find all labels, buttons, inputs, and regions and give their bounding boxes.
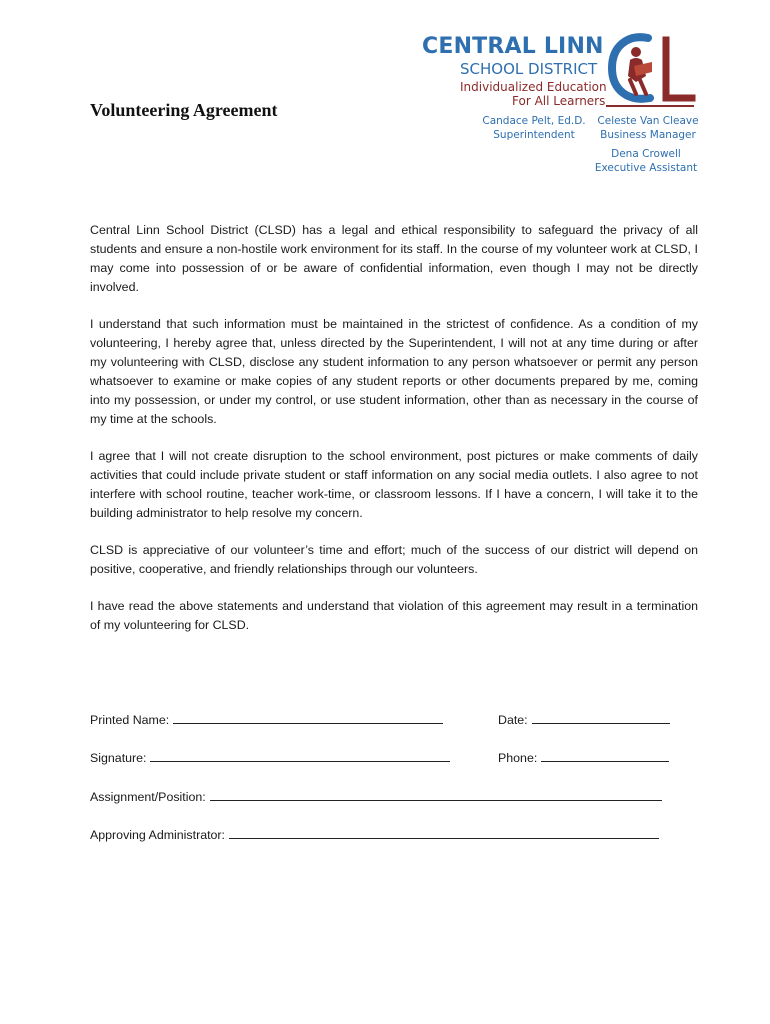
date-label: Date: [498,713,528,727]
staff-superintendent [478,114,590,142]
logo-tagline-2: For All Learners [512,94,606,108]
printed-name-line[interactable] [173,711,443,724]
signature-field [90,749,450,765]
assignment-position-label: Assignment/Position: [90,790,206,804]
assignment-position-field [90,788,662,804]
staff-role: Business Manager [600,129,696,141]
date-line[interactable] [532,711,670,724]
paragraph-appreciation: CLSD is appreciative of our volunteer’s time and effort; much of the success of our district will depend on positive, cooperative, and friendly relationships through our volunteers. [90,543,698,576]
staff-name: Celeste Van Cleave [597,115,699,127]
staff-name: Dena Crowell [611,148,681,160]
phone-field [498,749,669,765]
phone-label: Phone: [498,751,538,765]
paragraph-privacy: Central Linn School District (CLSD) has a legal and ethical responsibility to safeguard the privacy of all students and ensure a non-hostile work environment for its staff. In the course of my volunteer work at CLSD, I may come into possession of or be aware of confidential information, even though I may not be directly involved. [90,223,698,294]
approving-administrator-label: Approving Administrator: [90,828,225,842]
paragraph-confidentiality: I understand that such information must be maintained in the strictest of confidence. As a condition of my volunteering, I hereby agree that, unless directed by the Superintendent, I will not at any time during or after my volunteering with CLSD, disclose any student information to any person whatsoever or permit any person whatsoever to examine or make copies of any student reports or other documents prepared by me, coming into my possession, or under my control, or use student information, other than as necessary in the course of my time at the schools. [90,317,698,426]
paragraph-acknowledgement: I have read the above statements and understand that violation of this agreement may result in a termination of my volunteering for CLSD. [90,599,698,632]
logo-district-name: CENTRAL LINN [422,34,604,59]
paragraph-conduct: I agree that I will not create disruption to the school environment, post pictures or make comments of daily activities that could include private student or staff information on any social media outlets. I also agree to not interfere with school routine, teacher work-time, or classroom lessons. If I have a concern, I will take it to the building administrator to help resolve my concern. [90,449,698,520]
printed-name-label: Printed Name: [90,713,170,727]
signature-label: Signature: [90,751,147,765]
phone-line[interactable] [541,749,669,762]
staff-role: Executive Assistant [594,162,698,174]
signature-line[interactable] [150,749,450,762]
staff-business-manager [596,114,700,142]
cl-monogram-icon [606,32,696,108]
date-field [498,711,670,727]
staff-role: Superintendent [493,129,575,141]
staff-executive-assistant [594,147,698,175]
document-title: Volunteering Agreement [90,100,278,120]
assignment-position-line[interactable] [210,788,662,801]
approving-administrator-line[interactable] [229,826,659,839]
logo-tagline-1: Individualized Education [460,80,607,94]
approving-administrator-field [90,826,659,842]
logo-district-sub: SCHOOL DISTRICT [460,60,598,78]
printed-name-field [90,711,443,727]
agreement-body [90,221,698,653]
staff-name: Candace Pelt, Ed.D. [482,115,586,127]
